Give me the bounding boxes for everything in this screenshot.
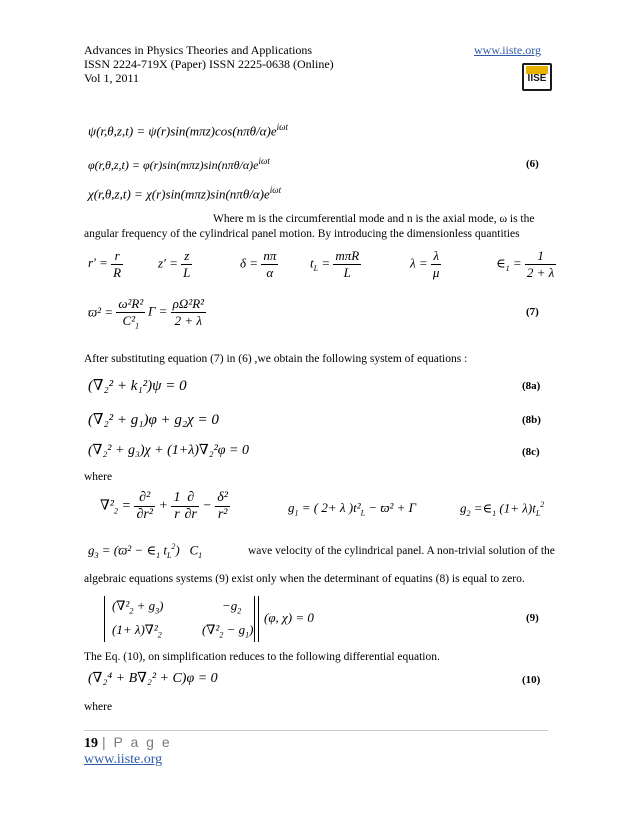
eq7-varpi: ϖ² = $\frac{\text{ω²R²}}{C^2_1}$ [88, 296, 144, 331]
eq6-psi-body: ψ(r,θ,z,t) = ψ(r)sin(mπz)cos(nπθ/α)e [88, 123, 277, 139]
lambda-def: λ = $\frac{\lambda}{\mu}$ [410, 248, 440, 280]
g3-tail-text: wave velocity of the cylindrical panel. A non-trivial solution of the [248, 545, 555, 557]
det-a21: $(1+ \lambda)\nabla^2_2$ [112, 622, 162, 640]
det-right-bar [254, 596, 255, 642]
simplification-text: The Eq. (10), on simplification reduces to the following differential equation. [84, 651, 440, 663]
eq6-psi-exp: iωt [276, 122, 288, 132]
issn-line: ISSN 2224-719X (Paper) ISSN 2225-0638 (Online) [84, 57, 334, 71]
g1-def: $g_1$ = ( 2+ λ )$t^2_L - ϖ^2 + \Gamma$ [288, 500, 417, 518]
eq6-chi-body: χ(r,θ,z,t) = χ(r)sin(mπz)sin(nπθ/α)e [88, 186, 270, 202]
eps1-def: $\in_1$ = $\frac{1}{2 + \lambda}$ [496, 248, 555, 280]
eq6-phi-body: φ(r,θ,z,t) = φ(r)sin(mπz)sin(nπθ/α)e [88, 158, 259, 172]
eq8b-label: (8b) [522, 414, 541, 426]
volume-line: Vol 1, 2011 [84, 71, 140, 85]
algebraic-text: algebraic equations systems (9) exist only when the determinant of equatins (8) is equal to zero. [84, 573, 525, 585]
where-label-2: where [84, 701, 113, 713]
eq6-chi [88, 185, 281, 202]
after-substitution-text: After substituting equation (7) in (6) ,we obtain the following system of equations : [84, 353, 468, 365]
dimensionless-row [88, 248, 123, 281]
iiste-logo [522, 63, 552, 91]
det-vector: (φ, χ) = 0 [264, 610, 314, 625]
det-left-bar [104, 596, 105, 642]
eq6-label: (6) [526, 158, 539, 170]
r-prime: r' = $\frac{r}{R}$ [88, 248, 122, 280]
eq8a-label: (8a) [522, 380, 541, 392]
eq8c: (∇₂² + g₃)χ + (1+λ)∇₂²φ = 0 [88, 443, 249, 458]
eq10-label: (10) [522, 674, 541, 686]
page-number: 19 [84, 736, 98, 751]
delta-def: δ = $\frac{n\pi}{\alpha}$ [240, 248, 277, 280]
eq9-label: (9) [526, 612, 539, 624]
eq6-phi-exp: iωt [258, 156, 270, 166]
eq6-chi-exp: iωt [269, 185, 282, 195]
where-label-1: where [84, 471, 113, 483]
eq7-label: (7) [526, 306, 539, 318]
g3-def: $g_3 = (ϖ^2$ − $\in_1$ $t_L^2$) $C_1$ [88, 542, 203, 560]
eq8c-label: (8c) [522, 446, 540, 458]
eq6-phi [88, 156, 270, 173]
z-prime: z' = $\frac{z}{L}$ [158, 248, 191, 280]
footer-url-link[interactable]: www.iiste.org [84, 752, 163, 767]
det-a11: $(\nabla^2_2 + g_3)$ [112, 598, 164, 616]
det-a12: $-g_2$ [222, 598, 242, 616]
eq7-gamma: Γ = $\frac{\text{ρΩ²R²}}{2 + \lambda}$ [148, 296, 205, 328]
laplacian-def: $\nabla^2_2$ = $\frac{\text{∂²}}{\text{∂r²}}$ + $\frac{1}{r}$ $\frac{\partial}{\partial r}$ − $\frac{\text{δ²}}{\text{r²}}$ [100, 490, 229, 522]
header-url-link[interactable]: www.iiste.org [474, 43, 541, 57]
eq8a: (∇₂² + k₁²)ψ = 0 [88, 378, 187, 394]
tl-def: $t_L$ = $\frac{\text{mπR}}{L}$ [310, 248, 360, 280]
eq6-psi [88, 122, 288, 139]
angular-line: angular frequency of the cylindrical panel motion. By introducing the dimensionless quantities [84, 228, 520, 240]
logo-text: IISE [527, 73, 547, 84]
footer-divider [84, 730, 548, 731]
det-vec-bar [258, 596, 259, 642]
journal-title: Advances in Physics Theories and Applications [84, 43, 313, 57]
det-a22: $(\nabla^2_2 - g_1)$ [202, 622, 254, 640]
page-word: | P a g e [102, 734, 172, 750]
footer-page [84, 734, 172, 752]
eq8b: (∇₂² + g₁)φ + g₂χ = 0 [88, 412, 219, 428]
eq10: (∇₂⁴ + B∇₂² + C)φ = 0 [88, 671, 218, 686]
where-m-line: Where m is the circumferential mode and n is the axial mode, ω is the [213, 213, 535, 225]
g2-def: $g_2$ $=\in_1$ $(1+ \lambda)t_L^2$ [460, 500, 545, 518]
